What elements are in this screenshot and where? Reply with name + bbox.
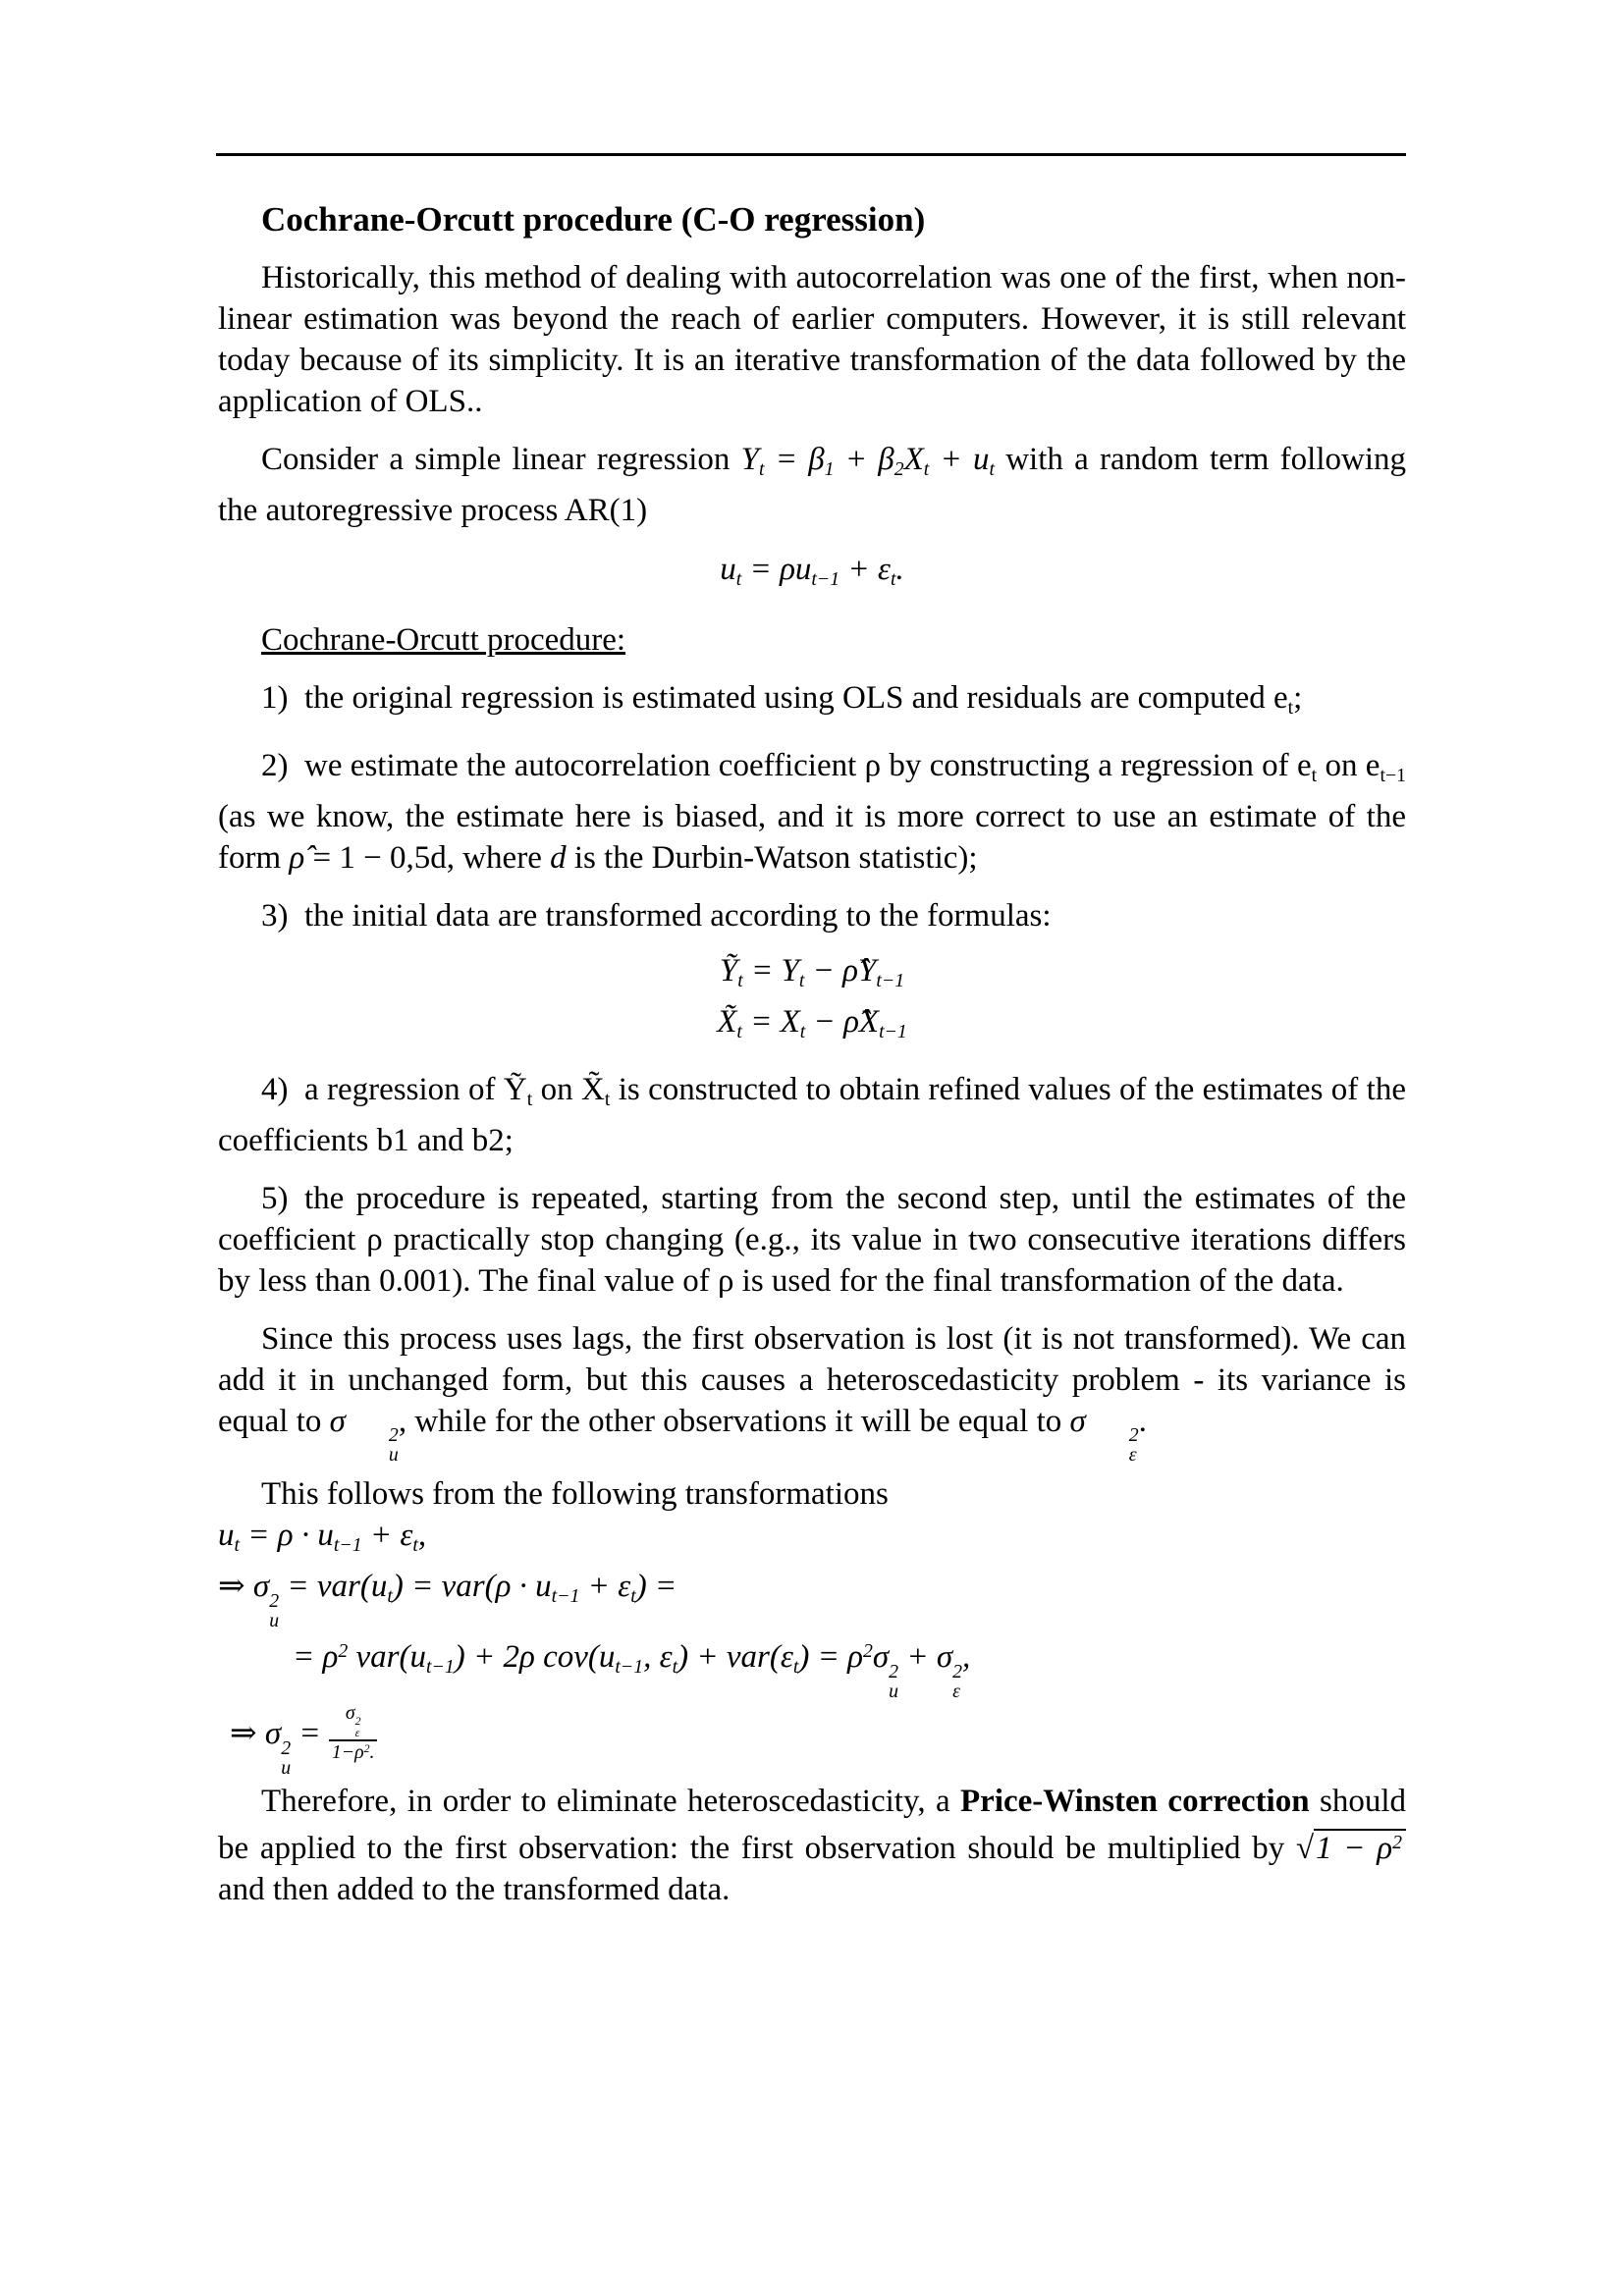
- subscript: ε: [1128, 1444, 1137, 1467]
- subscript: t: [412, 1533, 418, 1556]
- math-run: d: [550, 839, 567, 876]
- subscript: u: [388, 1444, 399, 1467]
- superscript: 2: [269, 1589, 280, 1612]
- superscript: 2: [281, 1737, 292, 1760]
- superscript: 2: [889, 1661, 899, 1683]
- subscript: ε: [952, 1681, 960, 1702]
- subscript: t−1: [551, 1584, 580, 1607]
- superscript: 2: [863, 1640, 873, 1663]
- equation-transform-y: [218, 950, 1406, 1001]
- stacked-scripts: [952, 1663, 962, 1702]
- list-item-3: 3) the initial data are transformed according to the formulas:: [261, 897, 1052, 934]
- stacked-scripts: [346, 1426, 399, 1466]
- math-run: Ỹt = Yt − ρ̂Yt−1: [719, 952, 905, 991]
- subscript: t: [798, 969, 805, 991]
- subscript: t: [890, 567, 896, 590]
- stacked-scripts: [1086, 1426, 1139, 1466]
- subscript: t−1: [811, 567, 840, 590]
- paragraph-therefore: Therefore, in order to eliminate heteroscedasticity, a Price-Winsten correction should be applied to the first observation: the first observation should be multiplied by $√1 - \rho^2$ and then added to the transformed data.: [218, 1783, 1406, 1907]
- subscript: t: [737, 969, 743, 991]
- stacked-scripts: [269, 1589, 280, 1631]
- subscript: t: [387, 1584, 393, 1607]
- list-item-4: 4) a regression of Ỹt on X̃t is constructed to obtain refined values of the estimates of the coefficients b1 and b2;: [218, 1071, 1406, 1158]
- math-run: ut = ρut−1 + εt.: [720, 551, 904, 590]
- paragraph-since: Since this process uses lags, the first observation is lost (it is not transformed). We can add it in unchanged form, but this causes a heteroscedasticity problem - its variance is equal to σ 2 u , while for the other observations it will be equal to σ 2 ε .: [218, 1320, 1406, 1467]
- subscript: 2: [893, 457, 904, 480]
- math-run: ⇒ σ 2 u = var(ut) = var(ρ · ut−1 + εt) =: [218, 1568, 677, 1631]
- math-run: X̃t = Xt − ρ̂Xt−1: [717, 1003, 907, 1042]
- subscript: t: [234, 1533, 240, 1556]
- section-title: Cochrane-Orcutt procedure (C-O regression): [261, 200, 926, 239]
- superscript: 2: [952, 1661, 962, 1683]
- fraction: [329, 1702, 378, 1764]
- subscript: t: [792, 1656, 799, 1679]
- heading-procedure-text: Cochrane-Orcutt procedure:: [261, 621, 626, 658]
- subscript: u: [281, 1756, 292, 1779]
- document-content: [218, 156, 1406, 1910]
- math-run: ρ̂: [289, 839, 305, 876]
- paragraph-consider: Consider a simple linear regression Yt = β1 + β2Xt + ut with a random term following the autoregressive process AR(1): [218, 442, 1406, 528]
- list-item-2: 2) we estimate the autocorrelation coefficient ρ by constructing a regression of et on et−1 (as we know, the estimate here is biased, and it is more correct to use an estimate of the form ρ̂ = 1 − 0,5d, where d is the Durbin-Watson statistic);: [218, 747, 1407, 876]
- math-line-2: [218, 1566, 1406, 1630]
- superscript: 2: [388, 1424, 399, 1447]
- square-root: [1296, 1829, 1406, 1866]
- subscript: 1: [824, 457, 835, 480]
- paragraph-follows: This follows from the following transformations: [261, 1476, 889, 1513]
- equation-ar1: [218, 549, 1406, 600]
- subscript: t−1: [879, 1020, 907, 1042]
- subscript: t: [1311, 764, 1318, 786]
- subscript: t−1: [876, 969, 905, 991]
- math-run: ut = ρ · ut−1 + εt,: [218, 1518, 427, 1556]
- bold-run: Price-Winsten correction: [960, 1783, 1310, 1819]
- math-run: σ 2 ε: [1069, 1403, 1139, 1467]
- subscript: t: [989, 457, 995, 480]
- subscript: t: [630, 1584, 636, 1607]
- subscript: t: [735, 567, 742, 590]
- math-run: σ 2 u: [329, 1403, 399, 1467]
- subscript: t−1: [333, 1533, 362, 1556]
- list-item-5: 5) the procedure is repeated, starting from the second step, until the estimates of the coefficient ρ practically stop changing (e.g., its value in two consecutive iterations differs by less than 0.001). The final value of ρ is used for the final transformation of the data.: [218, 1180, 1406, 1299]
- numerator: σ 2 ε: [329, 1702, 378, 1741]
- subscript: t: [672, 1656, 678, 1679]
- subscript: t: [736, 1020, 742, 1042]
- subscript: t: [1287, 696, 1294, 719]
- subscript: t: [604, 1088, 611, 1110]
- superscript: 2: [338, 1640, 349, 1663]
- math-line-1: [218, 1515, 1406, 1566]
- subscript: u: [269, 1609, 280, 1631]
- superscript: 2: [1128, 1424, 1139, 1447]
- stacked-scripts: [889, 1663, 898, 1702]
- subscript: t−1: [615, 1656, 644, 1679]
- subscript: t: [799, 1020, 806, 1042]
- subscript: u: [889, 1681, 899, 1702]
- paragraph-history: Historically, this method of dealing with autocorrelation was one of the first, when non-linear estimation was beyond the reach of earlier computers. However, it is still relevant today because of its simplicity. It is an iterative transformation of the data followed by the application of OLS..: [218, 260, 1406, 419]
- heading-procedure: [218, 619, 1406, 661]
- superscript: 2: [1392, 1831, 1403, 1853]
- subscript: ε: [354, 1726, 360, 1740]
- radical-sign-icon: √: [1295, 1830, 1315, 1866]
- math-run: Yt = β1 + β2Xt + ut: [740, 442, 995, 480]
- subscript: t: [923, 457, 930, 480]
- radicand: $1 - \rho^2$: [1314, 1829, 1406, 1866]
- equation-transform-x: [218, 1001, 1406, 1052]
- math-line-3: [218, 1630, 1406, 1701]
- list-item-1: 1) the original regression is estimated using OLS and residuals are computed et;: [261, 679, 1303, 719]
- superscript: 2: [363, 1741, 370, 1756]
- stacked-scripts: [355, 1716, 361, 1739]
- subscript: t−1: [425, 1656, 455, 1679]
- denominator: $1-\rho^2$.: [331, 1741, 375, 1764]
- stacked-scripts: [281, 1739, 291, 1779]
- superscript: 2: [354, 1714, 361, 1729]
- math-run: ⇒ σ 2 u = σ 2 ε $1-\rho^2$.: [230, 1716, 377, 1751]
- subscript: t: [759, 457, 765, 480]
- subscript: t−1: [1380, 764, 1407, 786]
- math-line-4: [218, 1702, 1406, 1779]
- subscript: t: [526, 1088, 533, 1110]
- math-run: = $\rho^2$ var(ut−1) + 2ρ cov(ut−1, $\varepsilon t) + var(\varepsilon t) = \rho^2\sigma$ 2 u + σ 2 ε ,: [293, 1639, 971, 1702]
